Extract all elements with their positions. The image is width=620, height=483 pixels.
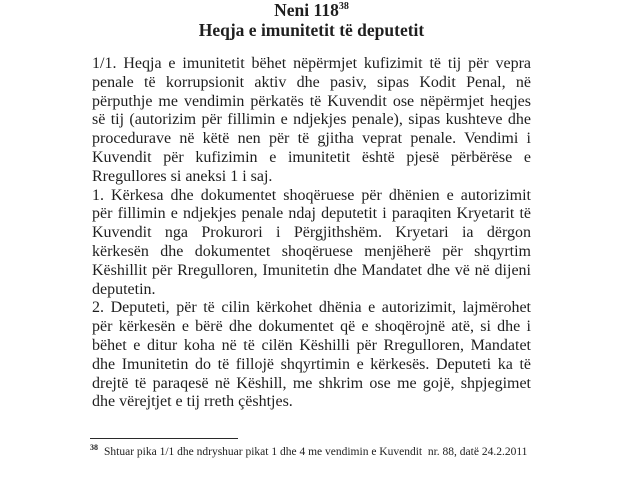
document-heading [92, 1, 531, 40]
text-line: për kërkesën e bërë dhe dokumentet që e shoqërojnë atë, si dhe i [92, 318, 531, 336]
text-line: bëhet e ditur koha në të cilën Këshilli për Rregulloren, Mandatet [92, 336, 531, 354]
article-title [92, 1, 531, 21]
article-title-text: Neni 118 [274, 0, 339, 20]
text-line: për fillimin e ndjekjes penale ndaj deputetit i paraqiten Kryetarit të [92, 205, 531, 223]
text-line: 1/1. Heqja e imunitetit bëhet nëpërmjet kufizimit të tij për vepra [92, 55, 531, 72]
footnote-ref: 38 [90, 443, 98, 453]
text-line: dhe Imunitetin do të fillojë shqyrtimin e kërkesës. Deputeti ka të [92, 355, 531, 373]
text-line: deputetin. [92, 280, 156, 298]
footnote-text: Shtuar pika 1/1 dhe ndryshuar pikat 1 dhe 4 me vendimin e Kuvendit nr. 88, datë 24.2.2011 [104, 446, 528, 458]
text-line: penale të korrupsionit aktiv dhe pasiv, sipas Kodit Penal, në [92, 73, 531, 91]
text-line: së tij (autorizim për fillimin e ndjekjes penale), sipas kushteve dhe [92, 111, 531, 129]
footnote [90, 445, 560, 459]
text-line: dhe vërejtjet e tij rreth çështjes. [92, 393, 293, 411]
body-text [92, 55, 531, 412]
footnote-separator [90, 438, 238, 439]
text-line: procedurave në këtë nen për të gjitha veprat penale. Vendimi i [92, 130, 531, 148]
text-line: Kuvendit për kufizimin e imunitetit është pjesë përbërëse e [92, 148, 531, 166]
text-line: drejtë të paraqesë në Këshill, me shkrim ose me gojë, shpjegimet [92, 374, 531, 392]
text-line: kërkesën dhe dokumentet shoqëruese menjëherë për shqyrtim [92, 242, 531, 260]
text-line: 1. Kërkesa dhe dokumentet shoqëruese për dhënien e autorizimit [92, 186, 531, 204]
text-line: 2. Deputeti, për të cilin kërkohet dhënia e autorizimit, lajmërohet [92, 299, 531, 317]
article-subtitle: Heqja e imunitetit të deputetit [198, 19, 425, 40]
text-line: përputhje me vendimin përkatës të Kuvendit ose nëpërmjet heqjes [92, 92, 531, 110]
text-line: Rregullores si aneksi 1 i saj. [92, 167, 273, 185]
text-line: Kuvendit nga Prokurori i Përgjithshëm. Kryetari ia dërgon [92, 224, 531, 242]
text-line: Këshillit për Rregulloren, Imunitetin dhe Mandatet dhe vë në dijeni [92, 261, 531, 279]
title-footnote-ref: 38 [338, 1, 349, 13]
